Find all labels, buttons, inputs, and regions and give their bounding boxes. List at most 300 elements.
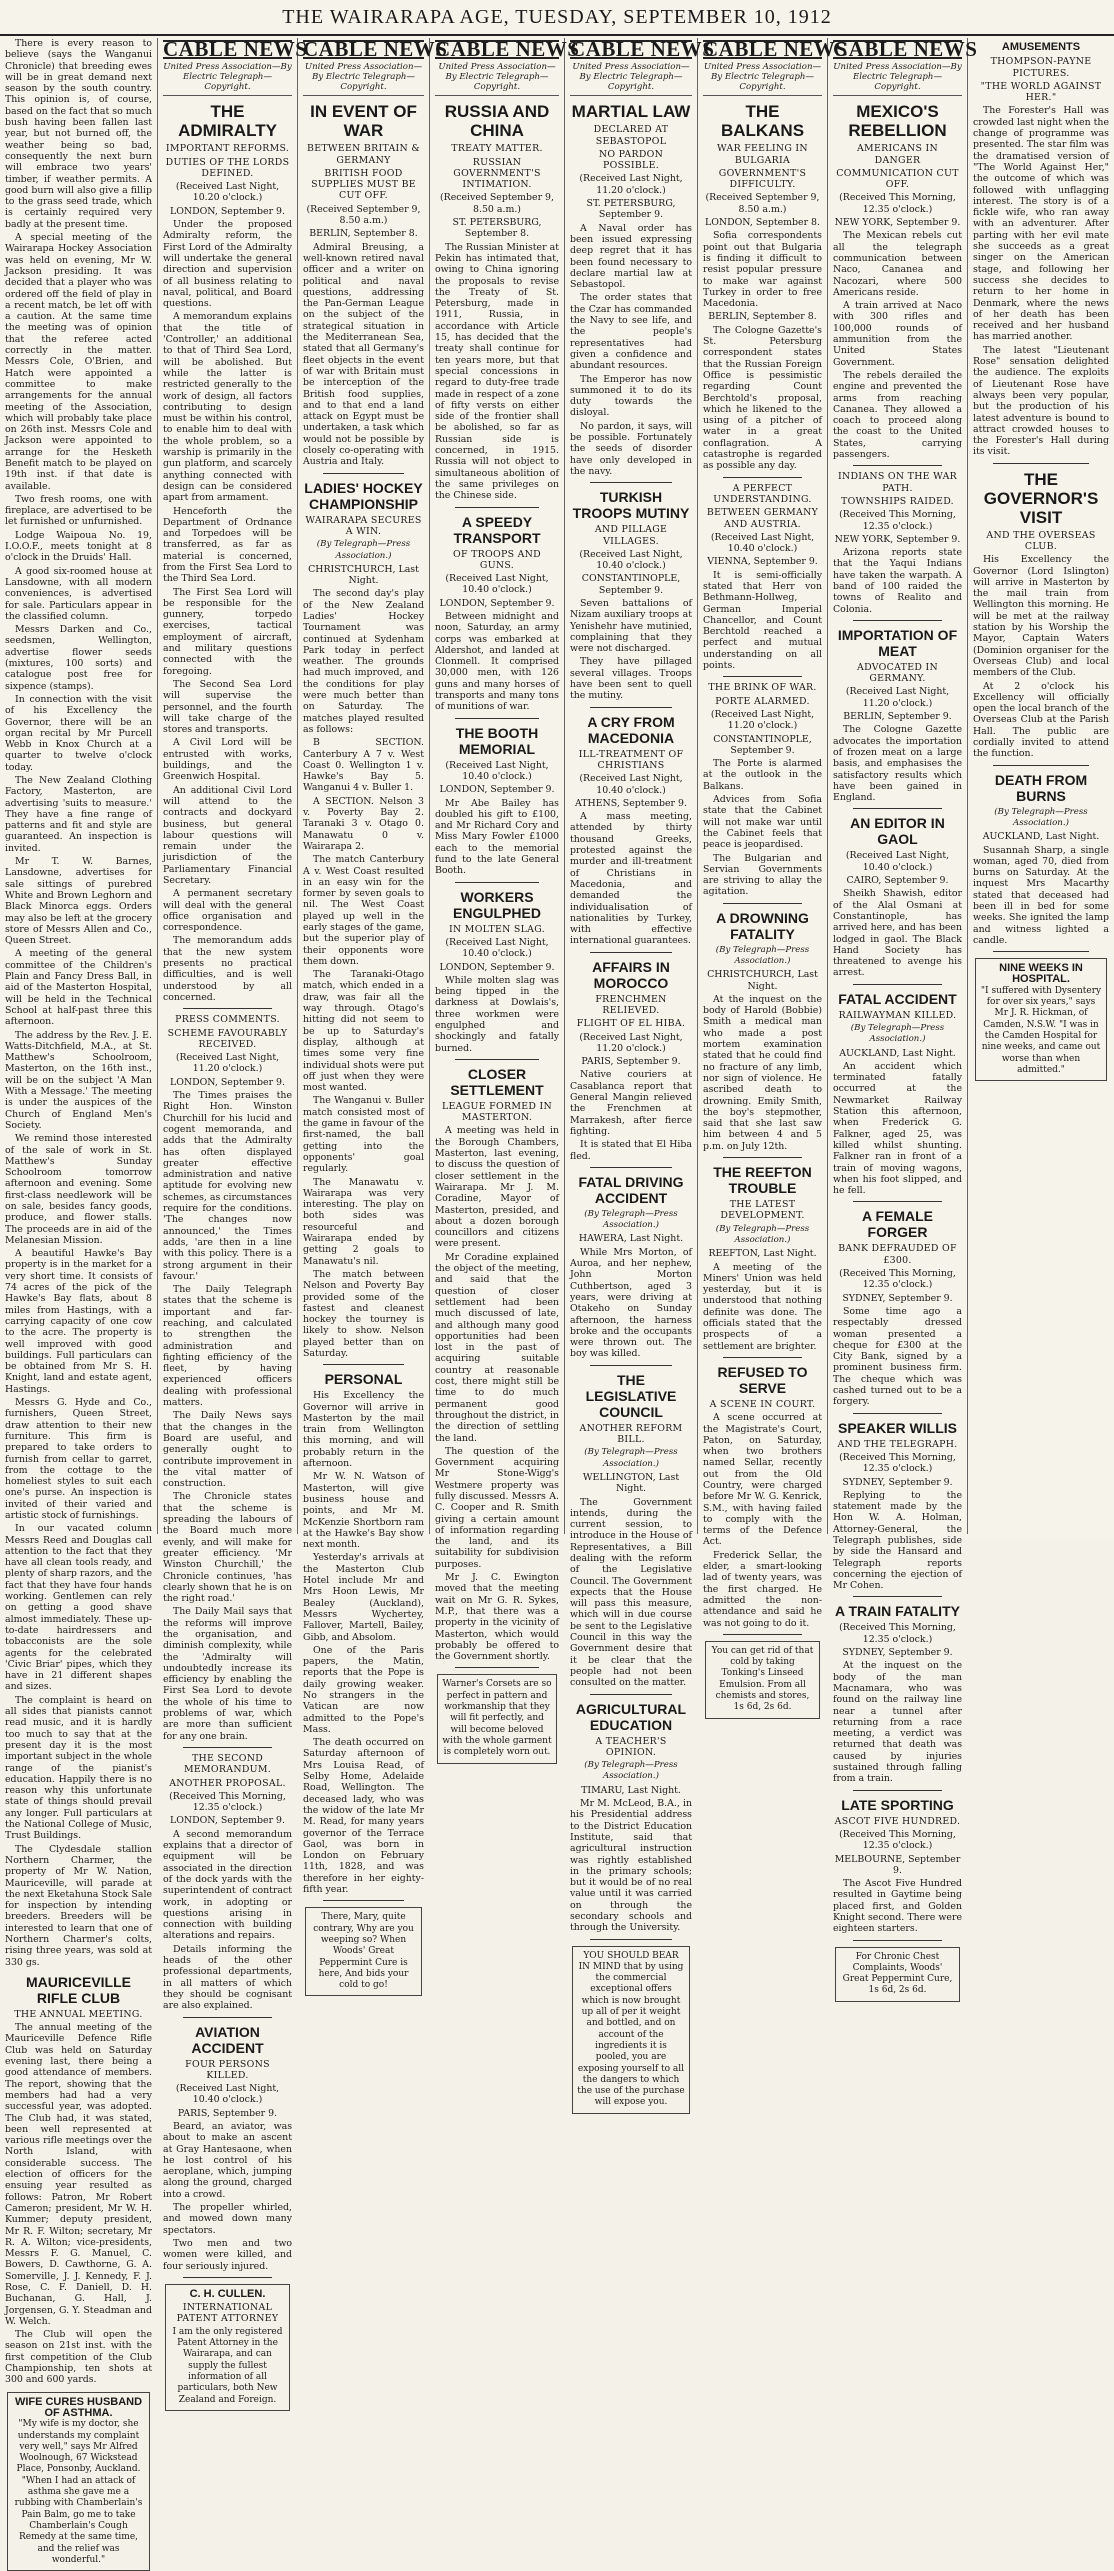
section-rule (723, 1357, 802, 1358)
article-paragraph: Native couriers at Casablanca report that General Mangin relieved the Frenchmen at Marrakesh, after fierce fighting. (570, 1069, 692, 1137)
section-rule (590, 1167, 672, 1168)
article-paragraph: PARIS, September 9. (581, 1056, 681, 1068)
section-rule (455, 1667, 539, 1668)
news-paragraph: A meeting of the general committee of the Children's Plain and Fancy Dress Ball, in aid of the Masterton Hospital, will be held in the Technical School at half-past three this afternoon. (5, 948, 152, 1028)
cable-news-banner: CABLE NEWS (303, 37, 448, 61)
article-paragraph: At the inquest on the body of Harold (Bobbie) Smith a medical man who made a post mortem examination stated that he could find no fracture of any limb, nor sign of violence. He ascribed death to drowning. Emily Smith, the boy's stepmother, said that she last saw him between 4 and 5 p.m. on July 12th. (703, 993, 822, 1152)
section-rule (853, 465, 942, 466)
article-subheading: WAIRARAPA SECURES A WIN. (305, 514, 422, 537)
received-time: (Received This Morning, 12.35 o'clock.) (839, 192, 956, 215)
received-time: (Received Last Night, 10.40 o'clock.) (579, 548, 683, 572)
advertisement (165, 2284, 290, 2411)
article-headline: THE ADMIRALTY (178, 102, 277, 141)
section-rule (853, 984, 942, 985)
article-paragraph: Susannah Sharp, a single woman, aged 70, died from burns on Saturday. At the inquest Mrs Macarthy stated that deceased had been ill in bed for some weeks. She ignited the lamp and witness lighted a candle. (973, 844, 1109, 946)
article-paragraph: The Daily Mail says that the reforms will improve the organisation, and diminish complexity, while the 'Admiralty will undoubtedly increase its efficiency by enabling the First Sea Lord to devote the whole of his time to problems of war, which are more than sufficient for any one brain. (163, 1606, 292, 1742)
article-paragraph: Arizona reports state that the Yaqui Indians have taken the warpath. A band of 100 raided the towns of Realito and Colonia. (833, 547, 962, 615)
article-paragraph: A meeting was held in the Borough Chambers, Masterton, last evening, to discuss the question of closer settlement in the Wairarapa. Mr J. M. Coradine, Mayor of Masterton, presided, and about a dozen borough councillors and citizens were present. (435, 1125, 559, 1250)
cable-credit: United Press Association—By Electric Telegraph—Copyright. (833, 62, 962, 96)
article-paragraph: A train arrived at Naco with 300 rifles and 100,000 rounds of ammunition from the United States Government. (833, 300, 962, 368)
advertisement (437, 1674, 557, 1763)
advertisement (572, 1946, 690, 2114)
article-paragraph: A second memorandum explains that a director of equipment will be associated in the direction of the dock yards with the superintendent of contract work, in adopting or questions arising in connection with building alterations and repairs. (163, 1828, 292, 1942)
article-paragraph: Henceforth the Department of Ordnance and Torpedoes will be transferred, as far as material is concerned, from the First Sea Lord to the Third Sea Lord. (163, 505, 292, 585)
article-paragraph: CONSTANTINOPLE, September 9. (713, 733, 812, 756)
article-paragraph: NEW YORK, September 9. (834, 533, 961, 545)
article-subheading: LEAGUE FORMED IN MASTERTON. (442, 1100, 552, 1124)
news-paragraph: Mr T. W. Barnes, Lansdowne, advertises for sale sittings of purebred White and Brown Leghorn and Black Minorca eggs. Orders may also be left at the grocery store of Messrs Allen and Co., Queen Street. (5, 856, 152, 947)
article-subheading: AMERICANS IN DANGER (856, 143, 939, 166)
ad-text: I am the only registered Patent Attorney in the Wairarapa, and can supply the fullest information of all particulars, both New Zealand and Foreign. (172, 2326, 283, 2405)
article-paragraph: Admiral Breusing, a well-known retired naval officer and a writer on political and naval questions, addressing the Pan-German League on the subject of the strategical situation in the Mediterranean Sea, stated that all Germany's fleet objects in the event of war with Britain must be interception of the British food supplies, and to that end a land attack on Egypt must be undertaken, a task which would not be possible by closely co-operating with Austria and Italy. (303, 241, 424, 468)
cable-credit: United Press Association—By Electric Telegraph—Copyright. (163, 62, 292, 96)
article-headline: FATAL ACCIDENT (838, 990, 957, 1007)
article-paragraph: The Emperor has now summoned it to do its duty towards the disloyal. (570, 373, 692, 419)
article-subheading: THE SECOND MEMORANDUM. (183, 1752, 272, 1776)
article-paragraph: The match Canterbury A v. West Coast resulted in an easy win for the former by seven goals to nil. The West Coast played up well in the early stages of the game, but the superior play of their opponents wore them down. (303, 854, 424, 967)
article-paragraph: CONSTANTINOPLE, September 9. (581, 573, 681, 596)
article-paragraph: Replying to the statement made by the Hon W. A. Holman, Attorney-General, the Telegraph publishes, side by side the Hansard and Telegraph reports concerning the ejection of Mr Cohen. (833, 1489, 962, 1592)
article-paragraph: SYDNEY, September 9. (842, 1647, 953, 1659)
article-paragraph: His Excellency the Governor will arrive in Masterton by the mail train from Wellington this morning, and will probably return in the afternoon. (303, 1390, 424, 1470)
received-time: (Received Last Night, 10.40 o'clock.) (579, 773, 683, 796)
article-paragraph: The match between Nelson and Poverty Bay provided some of the fastest and cleanest hockey the tourney is likely to show. Nelson played better than on Saturday. (303, 1268, 424, 1359)
article-headline: AN EDITOR IN GAOL (850, 815, 945, 848)
article-paragraph: Advices from Sofia state that the Cabinet will not make war until the Cabinet feels that peace is jeopardised. (703, 794, 822, 851)
article-paragraph: The Cologne Gazette's St. Petersburg correspondent states that the Russian Foreign Office is pessimistic regarding Count Berchtold's proposal, which he likened to the using of a pitcher of water in a great conflagration. A catastrophe is regarded as possible any day. (703, 324, 822, 472)
press-credit: (By Telegraph—Press Association.) (316, 539, 411, 561)
article-headline: TURKISH TROOPS MUTINY (572, 489, 690, 522)
article-subheading: IMPORTANT REFORMS. (165, 143, 290, 155)
article-paragraph: Mr M. McLeod, B.A., in his Presidential address to the District Education Institute, said that agricultural instruction was rightly established in the primary schools; but it would be of no real value until it was carried on through the secondary schools and through the University. (570, 1798, 692, 1934)
article-headline: SPEAKER WILLIS (837, 1419, 957, 1436)
column-cable-admiralty (158, 37, 308, 2405)
article-paragraph: The second day's play of the New Zealand Ladies' Hockey Tournament was continued at Sydenham Park today in perfect weather. The grounds had much improved, and the conditions for play were much better than on Saturday. The matches played resulted as follows: (303, 588, 424, 735)
section-rule (853, 1413, 942, 1414)
club-headline: MAURICEVILLE RIFLE CLUB (26, 1973, 131, 2006)
article-paragraph: A scene occurred at the Magistrate's Court, Paton, on Saturday, when two brothers named Sellar, recently out from the Old Country, were charged before Mr W. G. Kenrick, S.M., with having failed to comply with the terms of the Defence Act. (703, 1412, 822, 1548)
news-paragraph: Two fresh rooms, one with fireplace, are advertised to be let furnished or unfurnished. (5, 493, 152, 528)
article-paragraph: CHRISTCHURCH, Last Night. (308, 563, 419, 587)
article-paragraph: The Wanganui v. Buller match consisted most of the game in favour of the first-named, the ball getting into the opponents' goal regularly. (303, 1095, 424, 1175)
article-paragraph: Sofia correspondents point out that Bulgaria is finding it difficult to resist popular pressure to make war against Turkey in order to free Macedonia. (703, 230, 822, 310)
news-paragraph: A special meeting of the Wairarapa Hockey Association was held on evening, Mr W. Jackson presiding. It was decided that a player who was ordered off the field of play in a recent match, be let off with a caution. At the same time the meeting was of opinion that the referee acted correctly in the matter. Messrs Cole, O'Brien, and Hatch were appointed a committee to make arrangements for the annual meeting of the Association, which will probably take place on 26th inst. Messrs Cole and Jackson were appointed to arrange for the Hesketh Benefit match to be played on 19th inst. if that date is available. (5, 232, 152, 492)
section-rule (723, 1157, 802, 1158)
article-subheading: A PERFECT UNDERSTANDING. (713, 482, 812, 505)
article-headline: AFFAIRS IN MOROCCO (592, 958, 670, 991)
section-rule (590, 1365, 672, 1366)
press-credit: (By Telegraph—Press Association.) (850, 1023, 945, 1045)
article-paragraph: An accident which terminated fatally occurred at the Newmarket Railway Station this afternoon, when Frederick G. Falkner, aged 25, was killed whilst shunting. Falkner ran in front of a train of moving wagons, when his foot slipped, and he fell. (833, 1060, 962, 1197)
article-subheading: ADVOCATED IN GERMANY. (857, 661, 938, 685)
press-credit: (By Telegraph—Press Association.) (715, 1223, 810, 1245)
column-cable-mexico (828, 37, 978, 1996)
news-paragraph: The Clydesdale stallion Northern Charmer, the property of Mr W. Nation, Mauriceville, will parade at the next Eketahuna Stock Sale for inspection by intending breeders. Breeders will be interested to learn that one of Northern Charmer's colts, rising three years, was sold at 330 gs. (5, 1843, 152, 1968)
article-subheading: RAILWAYMAN KILLED. (838, 1009, 957, 1021)
section-rule (853, 620, 942, 621)
article-subheading: ASCOT FIVE HUNDRED. (834, 1815, 961, 1827)
article-subheading: ANOTHER REFORM BILL. (579, 1422, 683, 1446)
article-paragraph: A meeting of the Miners' Union was held yesterday, but it is understood that nothing definite was done. The officials stated that the prospects of a settlement are brighter. (703, 1261, 822, 1352)
article-paragraph: The Porte is alarmed at the outlook in the Balkans. (703, 758, 822, 792)
article-paragraph: The Cologne Gazette advocates the importation of frozen meat on a large basis, and emphasises the satisfactory results which have been gained in England. (833, 724, 962, 804)
article-headline: A TRAIN FATALITY (835, 1603, 960, 1620)
ad-headline: C. H. CULLEN. (189, 2287, 266, 2300)
article-subheading: TREATY MATTER. (451, 143, 543, 155)
section-rule (853, 1940, 942, 1941)
news-paragraph: The New Zealand Clothing Factory, Masterton, are advertising 'suits to measure.' They have a fine range of patterns and fit and style are guaranteed. An inspection is invited. (5, 775, 152, 854)
article-paragraph: LONDON, September 9. (169, 205, 285, 217)
article-subheading: COMMUNICATION CUT OFF. (836, 167, 959, 191)
article-paragraph: The Times praises the Right Hon. Winston Churchill for his lucid and cogent memoranda, and adds that the Admiralty has often displayed greater effective administration and native aptitude for evolving new schemes, as circumstances require for the conditions. 'The changes now announced,' the Times adds, 'are then in a line with this policy. There is a strong argument in their favour.' (163, 1090, 292, 1282)
received-time: (Received Last Night, 10.40 o'clock.) (445, 573, 549, 596)
article-paragraph: Between midnight and noon, Saturday, an army corps was embarked at Aldershot, and landed at Clonmell. It comprised 30,000 men, with 126 guns and many horses of transports and many tons of munitions of war. (435, 610, 559, 713)
cable-news-banner: CABLE NEWS (703, 37, 848, 61)
article-paragraph: LONDON, September 9. (169, 1815, 285, 1827)
section-rule (590, 707, 672, 708)
article-paragraph: CAIRO, September 9. (846, 875, 949, 887)
advertisement (305, 1907, 422, 1996)
article-paragraph: Two men and two women were killed, and four seriously injured. (163, 2237, 292, 2272)
article-subheading: GOVERNMENT'S DIFFICULTY. (718, 167, 807, 191)
article-paragraph: An additional Civil Lord will attend to the contracts and dockyard business, but general labour questions will remain under the jurisdiction of the Parliamentary Financial Secretary. (163, 784, 292, 886)
news-paragraph: A good six-roomed house at Lansdowne, with all modern conveniences, is advertised for sale. Particulars appear in the classified column. (5, 565, 152, 622)
article-subheading: SCHEME FAVOURABLY RECEIVED. (167, 1027, 288, 1050)
article-paragraph: The death occurred on Saturday afternoon of Mrs Louisa Read, of Selby Home, Adelaide Road, Wellington. The deceased lady, who was the widow of the late Mr M. Read, for many years governor of the Terrace Gaol, was born in London on February 11th, 1828, and was therefore in her eighty-fifth year. (303, 1737, 424, 1896)
received-time: (Received Last Night, 10.40 o'clock.) (175, 2083, 280, 2106)
news-paragraph: In connection with the visit of his Excellency the Governor, there will be an organ recital by Mr Purcell Webb in Knox Church at a quarter to twelve o'clock today. (5, 693, 152, 773)
article-paragraph: A SECTION. Nelson 3 v. Poverty Bay 2. Taranaki 3 v. Otago 0. Manawatu 0 v. Wairarapa 2. (303, 795, 424, 852)
club-subheading: THE ANNUAL MEETING. (14, 2008, 143, 2020)
article-paragraph: A memorandum explains that the title of 'Controller,' an additional to that of Third Sea Lord, will be abolished. But while the latter is restricted generally to the work of design, all factors contributing to design must be within his control, to enable him to deal with the whole problem, so a warship is primarily in the gun platform, and scarcely anything connected with design can be considered apart from armament. (163, 311, 292, 504)
column-amusements (968, 38, 1114, 1534)
article-subheading: BETWEEN GERMANY AND AUSTRIA. (706, 507, 819, 530)
article-subheading: FOUR PERSONS KILLED. (185, 2058, 270, 2081)
received-time: (Received This Morning, 12.35 o'clock.) (839, 1828, 956, 1852)
amusements-heading: AMUSEMENTS (1001, 41, 1081, 53)
article-subheading: ILL-TREATMENT OF CHRISTIANS (578, 748, 684, 771)
article-paragraph: REEFTON, Last Night. (708, 1248, 817, 1260)
received-time: (Received Last Night, 11.20 o'clock.) (579, 1031, 683, 1054)
article-paragraph: B SECTION. Canterbury A 7 v. West Coast 0. Wellington 1 v. Hawke's Bay 5. Wanganui 4 v. Buller 1. (303, 737, 424, 794)
article-headline: A DROWNING FATALITY (716, 909, 809, 942)
article-headline: THE LEGISLATIVE COUNCIL (585, 1371, 677, 1420)
article-subheading: INDIANS ON THE WAR PATH. (837, 471, 958, 494)
ad-text: For Chronic Chest Complaints, Woods' Great Peppermint Cure, 1s 6d, 2s 6d. (842, 1951, 953, 1996)
article-paragraph: The Second Sea Lord will supervise the personnel, and the fourth will take charge of the stores and transports. (163, 678, 292, 736)
news-paragraph: The complaint is heard on all sides that pianists cannot read music, and it is hardly too much to say that at the present day it is the most important subject in the whole range of the pianist's education. Happily there is no reason why this unfortunate state of things should prevail any longer. Full particulars at the National College of Music, Trust Buildings. (5, 1694, 152, 1842)
received-time: (Received September 9, 8.50 a.m.) (439, 192, 555, 215)
article-subheading: BRITISH FOOD SUPPLIES MUST BE CUT OFF. (311, 167, 416, 202)
received-time: (Received Last Night, 11.20 o'clock.) (175, 1052, 280, 1075)
article-subheading: THE BRINK OF WAR. (708, 682, 817, 694)
article-paragraph: LONDON, September 9. (439, 597, 555, 609)
article-paragraph: It is semi-officially stated that Herr von Bethmann-Hollweg, German Imperial Chancellor, and Count Berchtold reached a perfect and mutual understanding on all points. (703, 569, 822, 672)
article-paragraph: While Mrs Morton, of Auroa, and her nephew, John Morton Cuthbertson, aged 3 years, were driving at Otakeho on Sunday afternoon, the harness broke and the occupants were thrown out. The boy was killed. (570, 1246, 692, 1360)
ad-text: "My wife is my doctor, she understands my complaint very well," says Mr Alfred Woolnough, 67 Wickstead Place, Ponsonby, Auckland. "When I had an attack of asthma she gave me a rubbing with Chamberlain's Pain Balm, go me to take Chamberlain's Cough Remedy at the same time, and the relief was wonderful." (14, 2419, 143, 2565)
article-paragraph: The Manawatu v. Wairarapa was very interesting. The play on both sides was resourceful and Wairarapa ended by getting 2 goals to Manawatu's nil. (303, 1176, 424, 1267)
article-paragraph: The Russian Minister at Pekin has intimated that, owing to China ignoring the proposals to revise the Treaty of St. Petersburg, made in 1911, Russia, in accordance with Article 15, has decided that the treaty shall continue for ten years more, but that special concessions in regard to duty-free trade made in respect of a zone of fifty versts on either side of the frontier shall be abolished, so far as Russian side is concerned, in 1915. Russia will not object to simultaneous abolition of the same privileges on the Chinese side. (435, 241, 559, 502)
news-paragraph: A beautiful Hawke's Bay property is in the market for a very short time. It consists of 74 acres of the pick of the Hawke's Bay flats, about 8 miles from Hastings, with a carrying capacity of one cow to the acre. The property is well improved with good buildings. Full particulars can be obtained from Mr S. H. Knight, land and estate agent, Hastings. (5, 1248, 152, 1395)
article-paragraph: The Taranaki-Otago match, which ended in a draw, was fair all the way through. Otago's hitting did not seem to be up to Saturday's display, although at times some very fine individual shots were put off just when they were most wanted. (303, 969, 424, 1094)
cable-news-banner: CABLE NEWS (570, 37, 715, 61)
amusements-paragraph: The latest "Lieutenant Rose" sensation delighted the audience. The exploits of Lieutenant Rose have always been very popular, but the production of his latest adventure is bound to attract crowded houses to the Forester's Hall during its visit. (973, 344, 1109, 458)
cable-news-banner: CABLE NEWS (435, 37, 580, 61)
article-paragraph: A permanent secretary will deal with the general office organisation and correspondence. (163, 888, 292, 934)
article-subheading: AND THE OVERSEAS CLUB. (986, 529, 1096, 552)
article-headline: AVIATION ACCIDENT (191, 2023, 264, 2056)
section-rule (590, 952, 672, 953)
article-paragraph: ST. PETERSBURG, September 8. (452, 217, 542, 240)
article-paragraph: While molten slag was being tipped in the darkness at Dowlais's, three workmen were engulphed and shockingly and fatally burned. (435, 974, 559, 1054)
article-subheading: IN MOLTEN SLAG. (449, 923, 545, 935)
article-subheading: BETWEEN BRITAIN & GERMANY (307, 143, 420, 166)
article-paragraph: The Daily News says that the changes in the Board are useful, and generally ought to contribute improvement in the vital matter of construction. (163, 1410, 292, 1490)
advertisement (7, 2392, 150, 2571)
article-paragraph: LONDON, September 8. (704, 217, 820, 229)
article-headline: THE BOOTH MEMORIAL (455, 724, 539, 757)
received-time: (Received This Morning, 12.35 o'clock.) (839, 1622, 956, 1645)
article-headline: CLOSER SETTLEMENT (450, 1065, 544, 1098)
article-headline: REFUSED TO SERVE (717, 1363, 808, 1396)
section-rule (993, 463, 1089, 464)
section-rule (993, 765, 1089, 766)
press-credit: (By Telegraph—Press Association.) (584, 1208, 678, 1231)
article-paragraph: No pardon, it says, will be possible. Fortunately the seeds of disorder have only developed in the navy. (570, 420, 692, 477)
section-rule (723, 903, 802, 904)
section-rule (590, 482, 672, 483)
received-time: (Received This Morning, 12.35 o'clock.) (839, 1268, 956, 1291)
column-cable-russia (430, 37, 580, 1758)
section-rule (723, 477, 802, 478)
article-paragraph: One of the Paris papers, the Matin, reports that the Pope is daily growing weaker. No strangers in the Vatican are now admitted to the Pope's Mass. (303, 1644, 424, 1735)
article-paragraph: LONDON, September 9. (169, 1076, 285, 1088)
received-time: (Received This Morning, 12.35 o'clock.) (839, 1451, 956, 1475)
ad-text: YOU SHOULD BEAR IN MIND that by using the commercial exceptional offers which is now brought up all of per it weight and bottled, and on account of the ingredients it is pooled, you are exposing yourself to all the dangers to which the use of the purchase will expose you. (577, 1950, 685, 2108)
article-headline: A CRY FROM MACEDONIA (587, 713, 675, 746)
article-paragraph: BERLIN, September 8. (708, 311, 817, 323)
article-paragraph: LONDON, September 9. (439, 784, 555, 796)
article-headline: LADIES' HOCKEY CHAMPIONSHIP (304, 479, 423, 512)
article-paragraph: Mr Abe Bailey has doubled his gift to £100, and Mr Richard Cory and Miss Mary Fowler £1000 each to the memorial fund to the late General Booth. (435, 797, 559, 877)
received-time: (Received This Morning, 12.35 o'clock.) (169, 1790, 286, 1814)
news-paragraph: In our vacated column Messrs Reed and Douglas call attention to the fact that they have all clean tools ready, and plenty of sharp razors, and the fact that they have four hands working. Gentlemen can rely on getting a good shave almost immediately. These up-to-date hairdressers and tobacconists are the sole agents for the celebrated 'Civic Briar' pipes, which they have in 21 different shapes and sizes. (5, 1523, 152, 1693)
article-paragraph: The First Sea Lord will be responsible for the gunnery, torpedo exercises, tactical employment of aircraft, and military questions connected with the foregoing. (163, 586, 292, 677)
article-paragraph: The Daily Telegraph states that the scheme is important and far-reaching, and calculated to strengthen the administration and fighting efficiency of the fleet, by having experienced officers dealing with professional matters. (163, 1284, 292, 1409)
section-rule (853, 808, 942, 809)
article-paragraph: PARIS, September 9. (177, 2107, 278, 2119)
article-subheading: AND THE TELEGRAPH. (837, 1438, 958, 1450)
cable-credit: United Press Association—By Electric Telegraph—Copyright. (570, 62, 692, 96)
news-paragraph: Lodge Waipoua No. 19, I.O.O.F., meets tonight at 8 o'clock in the Druids' Hall. (5, 529, 152, 564)
article-paragraph: The propeller whirled, and mowed down many spectators. (163, 2202, 292, 2236)
article-paragraph: VIENNA, September 9. (707, 556, 818, 568)
article-paragraph: Details informing the heads of the other professional departments, in all matters of which they should be cognisant are also explained. (163, 1943, 292, 2012)
article-headline: THE BALKANS (720, 102, 805, 141)
cable-credit: United Press Association—By Electric Telegraph—Copyright. (703, 62, 822, 96)
article-subheading: AND PILLAGE VILLAGES. (594, 524, 668, 547)
press-credit: (By Telegraph—Press Association.) (584, 1760, 678, 1782)
article-paragraph: Seven battalions of Nizam auxiliary troops at Yenishehr have mutinied, complaining that they were not discharged. (570, 597, 692, 655)
article-paragraph: The memorandum adds that the new system presents no practical difficulties, and is well understood by all concerned. (163, 935, 292, 1003)
article-paragraph: Mr J. C. Ewington moved that the meeting wait on Mr G. R. Sykes, M.P., that there was a property in the vicinity of Masterton, which would probably be offered to the Government shortly. (435, 1572, 559, 1663)
article-paragraph: MELBOURNE, September 9. (834, 1853, 961, 1876)
article-paragraph: Beard, an aviator, was about to make an ascent at Gray Hantesaone, when he lost control of his aeroplane, which, jumping along the ground, charged into a crowd. (163, 2120, 292, 2200)
masthead (0, 0, 1114, 36)
article-paragraph: SYDNEY, September 9. (842, 1476, 953, 1488)
article-headline: MEXICO'S REBELLION (848, 102, 947, 141)
received-time: (Received Last Night, 10.40 o'clock.) (445, 936, 549, 960)
article-paragraph: It is stated that El Hiba fled. (570, 1139, 692, 1162)
press-credit: (By Telegraph—Press Association.) (994, 806, 1088, 828)
amusements-paragraph: The Forester's Hall was crowded last night when the change of programme was presented. The star film was the dramatised version of "The World Against Her," the outcome of which was followed with unflagging interest. The story is of a fickle wife, who ran away with an adventurer. After parting with her evil mate she succeeds as a great singer on the American stage, and following her success she decides to return to her home in Denmark, where the news of her death has been received and her husband has married another. (973, 105, 1109, 343)
article-subheading: FLIGHT OF EL HIBA. (576, 1018, 686, 1030)
section-rule (455, 507, 539, 508)
received-time: (Received Last Night, 11.20 o'clock.) (579, 173, 683, 196)
received-time: (Received Last Night, 10.40 o'clock.) (445, 759, 549, 782)
section-rule (590, 1694, 672, 1695)
ad-text: "I suffered with Dysentery for over six years," says Mr J. R. Hickman, of Camden, N.S.W. "I was in the Camden Hospital for nine weeks, and came out worse than when admitted." (980, 985, 1102, 1075)
section-rule (993, 951, 1089, 952)
column-cable-balkans (698, 37, 848, 1713)
article-paragraph: Frederick Sellar, the elder, a smart-looking lad of twenty years, was the first charged. He admitted the non-attendance and said he was not going to do it. (703, 1549, 822, 1629)
ad-subheading: INTERNATIONAL PATENT ATTORNEY (176, 2302, 279, 2325)
article-paragraph: ST. PETERSBURG, September 9. (586, 198, 676, 221)
news-paragraph: There is every reason to believe (says the Wanganui Chronicle) that breeding ewes will be in great demand next season by the south country. This opinion is, of course, based on the fact that so much bush having been fallen last year, but not burned off, the weather being so bad, consequently the next burn will embrace two years' timber, if weather permits. A good burn will also give a fillip to the grass seed trade, which is certainly required very badly at the present time. (5, 38, 152, 230)
received-time: (Received Last Night, 10.40 o'clock.) (710, 531, 815, 555)
article-paragraph: His Excellency the Governor (Lord Islington) will arrive in Masterton by the mail train from Wellington this morning. He will be met at the railway station by his Worship the Mayor, Captain Waters (Dominion organiser for the Overseas Club) and local members of the Club. (973, 554, 1109, 679)
article-paragraph: A Naval order has been issued expressing deep regret that it has been found necessary to declare martial law at Sebastopol. (570, 222, 692, 291)
section-rule (455, 882, 539, 883)
article-headline: PERSONAL (324, 1371, 403, 1388)
article-headline: A SPEEDY TRANSPORT (453, 513, 541, 546)
amusements-subheading: THOMPSON-PAYNE PICTURES. (990, 56, 1092, 79)
club-paragraph: The annual meeting of the Mauriceville Defence Rifle Club was held on Saturday evening last, there being a good attendance of members. The report, showing that the members had had a very successful year, was adopted. The Club had, it was stated, been well represented at various rifle meetings over the North Island, with considerable success. The election of officers for the ensuing year resulted as follows: Patron, Mr Robert Cameron; president, Mr W. H. Kummer; deputy president, Mr R. F. Wilton; secretary, Mr R. A. Wilton; vice-presidents, Messrs F. G. Manuel, C. Bowers, D. Cawthorne, G. A. Somerville, J. J. Kennedy, F. J. Rose, C. F. Daniell, D. H. Buchanan, G. Hall, J. Jorgensen, G. Y. Steadman and W. Welch. (5, 2022, 152, 2327)
section-rule (455, 1059, 539, 1060)
article-paragraph: LONDON, September 9. (439, 961, 555, 973)
article-paragraph: The order states that the Czar has commanded the Navy to see life, and the people's representatives had given a confidence and abundant resources. (570, 292, 692, 372)
article-headline: IMPORTATION OF MEAT (837, 626, 958, 659)
article-paragraph: TIMARU, Last Night. (581, 1784, 681, 1796)
article-subheading: NO PARDON POSSIBLE. (598, 148, 664, 172)
article-paragraph: NEW YORK, September 9. (834, 217, 961, 229)
article-headline: IN EVENT OF WAR (310, 102, 417, 141)
article-paragraph: AUCKLAND, Last Night. (839, 1047, 956, 1059)
article-paragraph: The Chronicle states that the scheme is spreading the labours of the Board much more evenly, and will make for greater efficiency. 'Mr Winston Churchill,' the Chronicle continues, 'has clearly shown that he is on the right road.' (163, 1491, 292, 1605)
article-paragraph: CHRISTCHURCH, Last Night. (707, 969, 818, 992)
amusements-film-title: "THE WORLD AGAINST HER." (980, 80, 1102, 104)
article-headline: MARTIAL LAW (571, 102, 691, 122)
cable-news-banner: CABLE NEWS (833, 37, 978, 61)
news-paragraph: We remind those interested of the sale of work in St. Matthew's Sunday Schoolroom tomorrow afternoon and evening. Some first-class needlework will be on sale, besides fancy goods, produce, and flower stalls. The proceeds are in aid of the Melanesian Mission. (5, 1133, 152, 1246)
article-paragraph: BERLIN, September 8. (309, 228, 418, 240)
article-headline: LATE SPORTING (841, 1796, 954, 1813)
news-paragraph: The address by the Rev. J. E. Watts-Ditchfield, M.A., at St. Matthew's Schoolroom, Masterton, on the 16th inst., will be on the subject 'A Man With a Message.' The meeting is under the auspices of the Church of England Men's Society. (5, 1029, 152, 1131)
advertisement (705, 1641, 820, 1719)
ad-headline: WIFE CURES HUSBAND OF ASTHMA. (14, 2395, 143, 2419)
column-cable-martial-law (565, 37, 715, 2108)
article-subheading: PORTE ALARMED. (715, 695, 810, 707)
received-time: (Received Last Night, 11.20 o'clock.) (845, 686, 950, 709)
article-subheading: DECLARED AT SEBASTOPOL (593, 124, 669, 147)
ad-headline: NINE WEEKS IN HOSPITAL. (999, 962, 1083, 986)
ad-text: There, Mary, quite contrary, Why are you weeping so? When Woods' Great Peppermint Cure is here, And bids your cold to go! (313, 1912, 414, 1991)
article-paragraph: Mr Coradine explained the object of the meeting, and said that the question of closer settlement had been much discussed of late, and although many good opportunities had been lost in the past of acquiring suitable country at reasonable cost, there might still be time to do much permanent good throughout the district, in the direction of settling the land. (435, 1251, 559, 1444)
article-paragraph: WELLINGTON, Last Night. (582, 1471, 680, 1495)
ad-text: You can get rid of that cold by taking Tonking's Linseed Emulsion. From all chemists and stores, 1s 6d, 2s 6d. (711, 1645, 814, 1713)
cable-credit: United Press Association—By Electric Telegraph—Copyright. (435, 62, 559, 96)
section-rule (183, 1747, 272, 1748)
section-rule (853, 1790, 942, 1791)
article-paragraph: ATHENS, September 9. (575, 797, 687, 809)
article-subheading: ANOTHER PROPOSAL. (169, 1777, 286, 1789)
article-headline: DEATH FROM BURNS (994, 771, 1088, 804)
article-paragraph: Sheikh Shawish, editor of the Alal Osmani at Constantinople, has arrived here, and has been lodged in gaol. The Black Hand Society has threatened to avenge his arrest. (833, 888, 962, 979)
section-rule (323, 1900, 404, 1901)
cable-news-banner: CABLE NEWS (163, 37, 308, 61)
article-paragraph: The Ascot Five Hundred resulted in Gaytime being placed first, and Golden Knight second. There were eighteen starters. (833, 1878, 962, 1935)
article-subheading: FRENCHMEN RELIEVED. (595, 993, 667, 1016)
section-rule (183, 2017, 272, 2018)
article-paragraph: Yesterday's arrivals at the Masterton Club Hotel include Mr and Mrs Hoon Lewis, Mr Bealey (Auckland), Messrs Wychertey, Fallover, Martell, Bailey, Gibb, and Absolom. (303, 1552, 424, 1643)
article-paragraph: A Civil Lord will be entrusted with works, buildings, and the Greenwich Hospital. (163, 737, 292, 783)
received-time: (Received Last Night, 10.20 o'clock.) (175, 181, 280, 204)
section-rule (853, 1596, 942, 1597)
article-headline: A FEMALE FORGER (861, 1208, 934, 1241)
ad-text: Warner's Corsets are so perfect in pattern and workmanship that they will fit perfectly, and will become beloved with the whole garment is completely worn out. (442, 1679, 552, 1758)
article-paragraph: BERLIN, September 9. (843, 711, 952, 723)
received-time: (Received September 9, 8.50 a.m.) (705, 192, 820, 215)
article-subheading: THE LATEST DEVELOPMENT. (720, 1199, 805, 1222)
article-paragraph: The Government intends, during the current session, to introduce in the House of Representatives, a Bill dealing with the reform of the Legislative Council. The Government expects that the House will pass this measure, which will in due course be sent to the Legislative Council in this way the Government desire that it be clear that the people had not been consulted on the matter. (570, 1496, 692, 1689)
article-paragraph: The rebels derailed the engine and prevented the arms from reaching Cananea. They allowed a coach to proceed along the coast to the United States, carrying passengers. (833, 369, 962, 461)
section-rule (853, 1201, 942, 1202)
received-time: (Received September 9, 8.50 a.m.) (306, 203, 421, 227)
article-paragraph: They have pillaged several villages. Troops have been sent to quell the mutiny. (570, 656, 692, 702)
article-paragraph: AUCKLAND, Last Night. (982, 831, 1100, 843)
article-subheading: BANK DEFRAUDED OF £300. (838, 1243, 957, 1266)
article-paragraph: The Mexican rebels cut all the telegraph communication between Naco, Cananea and Nacozari, where 500 Americans reside. (833, 230, 962, 298)
article-headline: THE REEFTON TROUBLE (713, 1164, 812, 1197)
section-rule (183, 2277, 272, 2278)
column-cable-war (298, 37, 448, 1991)
article-paragraph: The Bulgarian and Servian Governments are striving to allay the agitation. (703, 852, 822, 898)
article-subheading: OF TROOPS AND GUNS. (453, 548, 541, 571)
article-subheading: A TEACHER'S OPINION. (595, 1735, 667, 1758)
advertisement (975, 958, 1107, 1081)
article-paragraph: HAWERA, Last Night. (578, 1233, 684, 1245)
news-paragraph: Messrs Darken and Co., seedsmen, Wellington, advertise flower seeds (mixtures, 100 sorts) and catalogue post free for sixpence (stamps). (5, 624, 152, 692)
section-rule (723, 1634, 802, 1635)
article-headline: WORKERS ENGULPHED (453, 888, 541, 921)
article-paragraph: The question of the Government acquiring Mr Stone-Wigg's Westmere property was fully discussed. Messrs A. C. Cooper and R. Smith giving a certain amount of information regarding the land, and its suitability for subdivision purposes. (435, 1445, 559, 1570)
article-subheading: PRESS COMMENTS. (175, 1014, 280, 1026)
news-paragraph: Messrs G. Hyde and Co., furnishers, Queen Street, draw attention to their new furniture. This firm is prepared to take orders to furnish from cellar to garret, from the cottage to the homeliest styles to suit each one's purse. An inspection is invited of their varied and artistic stock of furnishings. (5, 1397, 152, 1521)
article-subheading: WAR FEELING IN BULGARIA (717, 143, 808, 166)
press-credit: (By Telegraph—Press Association.) (584, 1447, 678, 1469)
received-time: (Received Last Night, 10.40 o'clock.) (845, 850, 950, 873)
article-paragraph: A mass meeting, attended by thirty thousand Greeks, protested against the murder and ill-treatment of Christians in Macedonia, and demanded the individualisation of nationalities by Turkey, with effective international guarantees. (570, 811, 692, 947)
section-rule (323, 473, 404, 474)
advertisement (835, 1947, 960, 2002)
article-headline: FATAL DRIVING ACCIDENT (578, 1173, 684, 1206)
club-paragraph: The Club will open the season on 21st inst. with the first competition of the Club Championship, ten shots at 300 and 600 yards. (5, 2329, 152, 2386)
article-subheading: TOWNSHIPS RAIDED. (841, 495, 954, 507)
received-time: (Received Last Night, 11.20 o'clock.) (710, 708, 815, 732)
section-rule (723, 676, 802, 677)
masthead-title: THE WAIRARAPA AGE, TUESDAY, SEPTEMBER 10, 1912 (282, 5, 832, 28)
article-headline: AGRICULTURAL EDUCATION (575, 1700, 687, 1733)
